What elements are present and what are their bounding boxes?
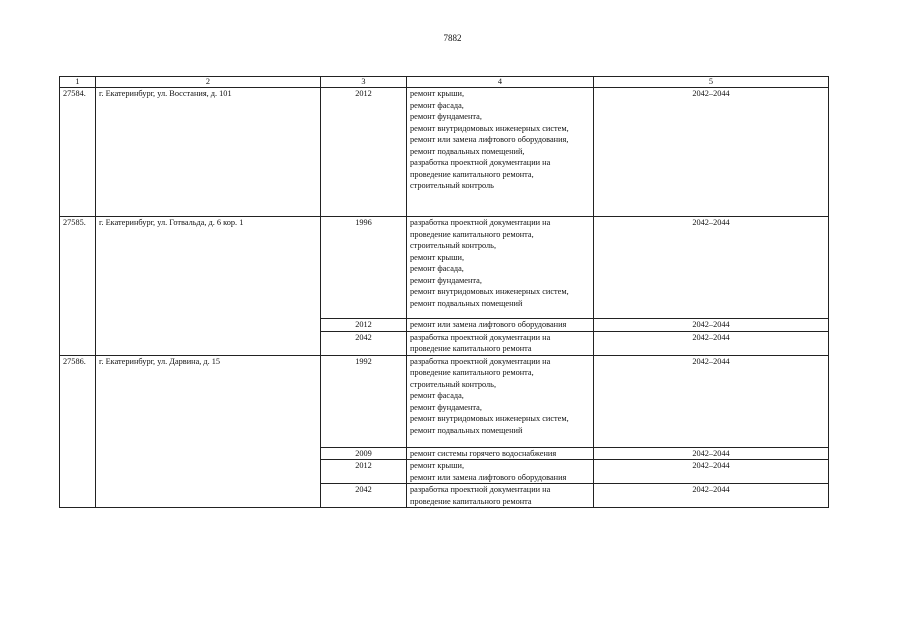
planned-period: 2042–2044 (594, 484, 829, 508)
work-item: ремонт фасада, (410, 100, 464, 110)
work-item: ремонт или замена лифтового оборудования (410, 472, 567, 482)
work-types (407, 88, 594, 217)
column-header: 1 (60, 77, 96, 88)
entry-number: 27586. (60, 355, 96, 508)
work-item: проведение капитального ремонта, (410, 229, 534, 239)
work-item: ремонт подвальных помещений, (410, 146, 525, 156)
planned-period: 2042–2044 (594, 355, 829, 447)
commissioning-year: 2012 (321, 319, 407, 332)
entry-number: 27584. (60, 88, 96, 217)
planned-period: 2042–2044 (594, 88, 829, 217)
column-header: 3 (321, 77, 407, 88)
work-types (407, 484, 594, 508)
table-body (60, 88, 829, 508)
work-item: ремонт или замена лифтового оборудования, (410, 135, 569, 144)
work-item: ремонт подвальных помещений (410, 425, 523, 435)
work-item: разработка проектной документации на (410, 332, 551, 342)
work-item: проведение капитального ремонта, (410, 169, 534, 179)
work-types (407, 331, 594, 355)
commissioning-year: 1996 (321, 217, 407, 319)
column-header: 4 (407, 77, 594, 88)
work-item: ремонт или замена лифтового оборудования (410, 320, 567, 329)
work-types (407, 217, 594, 319)
planned-period: 2042–2044 (594, 447, 829, 460)
work-item: ремонт системы горячего водоснабжения (410, 448, 557, 458)
commissioning-year: 2012 (321, 88, 407, 217)
work-item: ремонт фундамента, (410, 402, 482, 412)
work-item: ремонт внутридомовых инженерных систем, (410, 414, 569, 423)
work-item: ремонт внутридомовых инженерных систем, (410, 287, 569, 296)
table-row (60, 217, 829, 319)
table-row (60, 88, 829, 217)
planned-period: 2042–2044 (594, 331, 829, 355)
work-item: строительный контроль, (410, 379, 497, 389)
planned-period: 2042–2044 (594, 460, 829, 484)
work-item: разработка проектной документации на (410, 485, 551, 494)
header-row (60, 77, 829, 88)
entry-address: г. Екатеринбург, ул. Готвальда, д. 6 кор. 1 (96, 217, 321, 356)
work-item: проведение капитального ремонта (410, 496, 532, 506)
work-item: ремонт крыши, (410, 252, 465, 262)
work-item: разработка проектной документации на (410, 218, 551, 227)
work-item: ремонт фундамента, (410, 112, 482, 121)
column-header: 2 (96, 77, 321, 88)
work-types (407, 447, 594, 460)
work-item: ремонт подвальных помещений (410, 298, 523, 308)
page-number: 7882 (443, 33, 462, 43)
work-types (407, 319, 594, 332)
work-item: ремонт фасада, (410, 264, 464, 273)
table-row (60, 355, 829, 447)
work-item: строительный контроль (410, 181, 494, 190)
commissioning-year: 2042 (321, 484, 407, 508)
commissioning-year: 2009 (321, 447, 407, 460)
work-item: проведение капитального ремонта, (410, 368, 534, 377)
work-item: ремонт внутридомовых инженерных систем, (410, 123, 569, 133)
work-item: ремонт фундамента, (410, 275, 482, 285)
entry-number: 27585. (60, 217, 96, 356)
work-types (407, 355, 594, 447)
work-item: ремонт фасада, (410, 391, 464, 400)
work-item: разработка проектной документации на (410, 158, 551, 167)
column-header: 5 (594, 77, 829, 88)
work-types (407, 460, 594, 484)
work-item: ремонт крыши, (410, 461, 465, 470)
capital-repair-table (59, 76, 829, 508)
work-item: строительный контроль, (410, 241, 497, 250)
commissioning-year: 2012 (321, 460, 407, 484)
work-item: разработка проектной документации на (410, 356, 551, 366)
planned-period: 2042–2044 (594, 319, 829, 332)
commissioning-year: 1992 (321, 355, 407, 447)
planned-period: 2042–2044 (594, 217, 829, 319)
entry-address: г. Екатеринбург, ул. Восстания, д. 101 (96, 88, 321, 217)
work-item: проведение капитального ремонта (410, 344, 532, 353)
entry-address: г. Екатеринбург, ул. Дарвина, д. 15 (96, 355, 321, 508)
work-item: ремонт крыши, (410, 89, 465, 98)
commissioning-year: 2042 (321, 331, 407, 355)
